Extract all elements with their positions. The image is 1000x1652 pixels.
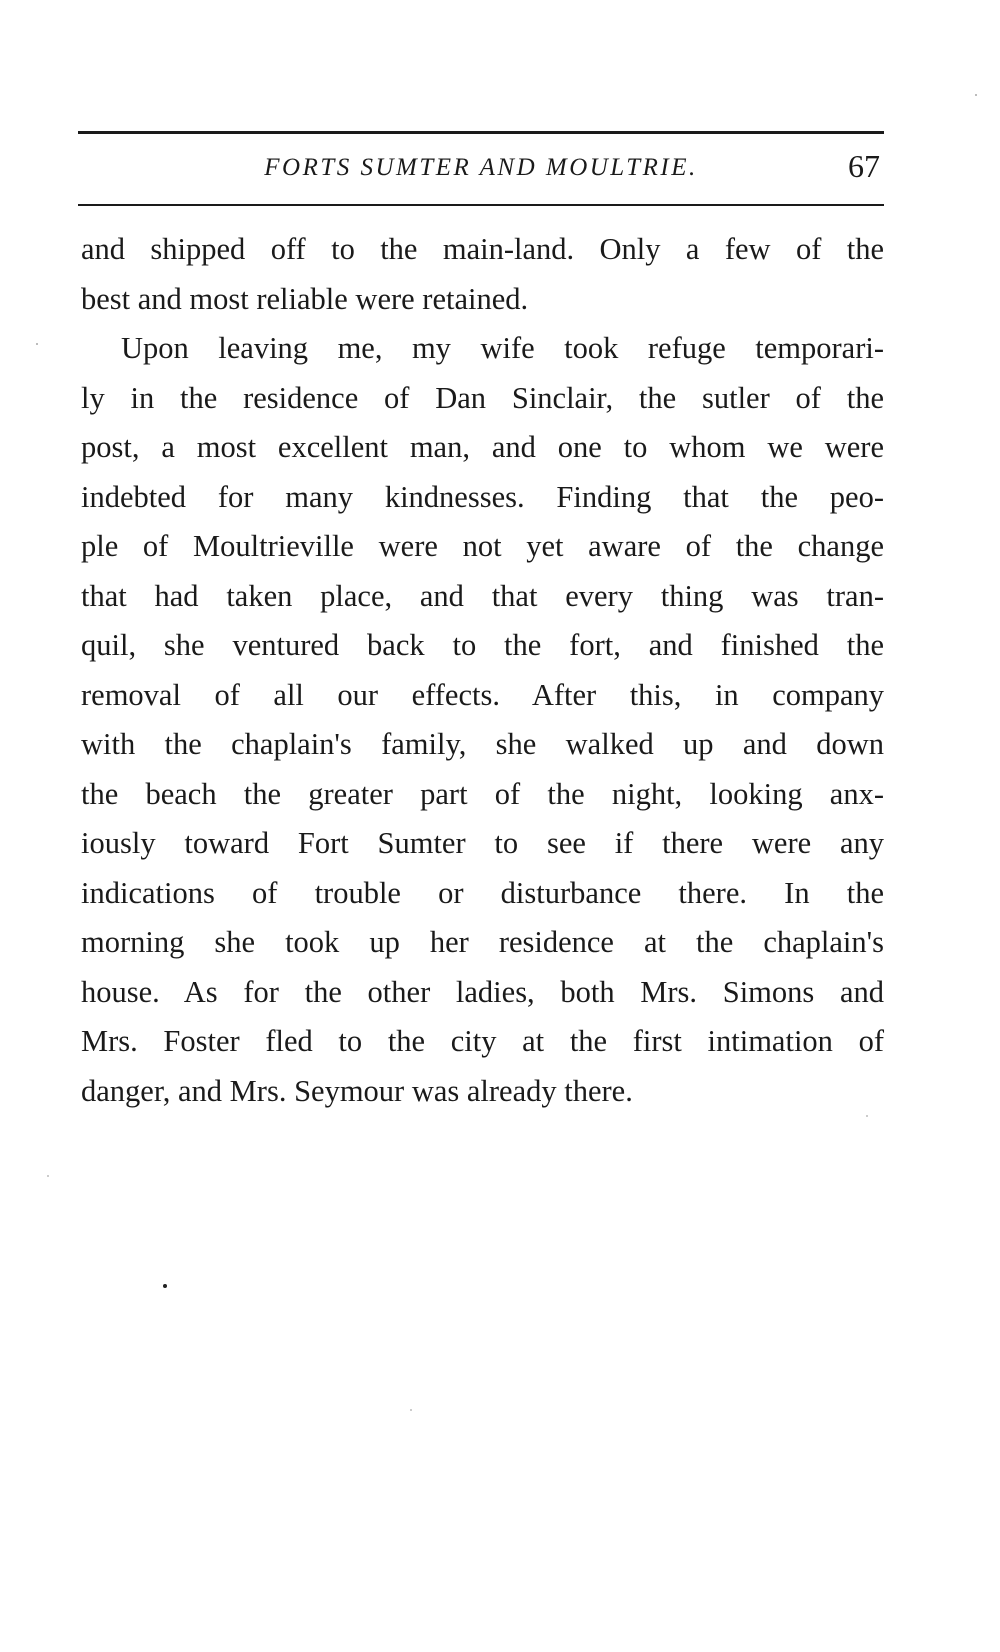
text-line: the beach the greater part of the night, looking anx- xyxy=(81,776,884,811)
paper-speck xyxy=(866,1115,868,1117)
text-line: best and most reliable were retained. xyxy=(81,281,529,316)
text-line: danger, and Mrs. Seymour was already there. xyxy=(81,1073,633,1108)
paper-speck xyxy=(36,343,38,345)
paper-speck xyxy=(47,1175,49,1177)
running-head xyxy=(78,148,884,192)
text-line: indications of trouble or disturbance there. In the xyxy=(81,875,884,910)
text-line: Upon leaving me, my wife took refuge temporari- xyxy=(121,331,884,365)
paragraph xyxy=(81,324,884,1116)
text-line: removal of all our effects. After this, in company xyxy=(81,677,884,712)
page-number: 67 xyxy=(848,148,880,184)
running-title: FORTS SUMTER AND MOULTRIE. xyxy=(264,154,698,181)
header-top-rule xyxy=(78,131,884,134)
header-bottom-rule xyxy=(78,204,884,206)
text-line: morning she took up her residence at the chaplain's xyxy=(81,925,884,959)
text-line: ple of Moultrieville were not yet aware of the change xyxy=(81,529,884,563)
text-line: quil, she ventured back to the fort, and finished the xyxy=(81,628,884,662)
text-line: ly in the residence of Dan Sinclair, the sutler of the xyxy=(81,380,884,415)
paragraph xyxy=(81,225,884,324)
text-line: with the chaplain's family, she walked up and down xyxy=(81,727,884,761)
text-line: Mrs. Foster fled to the city at the first intimation of xyxy=(81,1024,884,1058)
paper-speck xyxy=(975,94,977,96)
paper-speck xyxy=(410,1409,412,1411)
text-line: post, a most excellent man, and one to whom we were xyxy=(81,430,884,464)
text-line: indebted for many kindnesses. Finding that the peo- xyxy=(81,479,884,514)
text-line: that had taken place, and that every thing was tran- xyxy=(81,578,884,613)
text-line: iously toward Fort Sumter to see if there were any xyxy=(81,826,884,860)
text-line: house. As for the other ladies, both Mrs. Simons and xyxy=(81,974,884,1009)
paper-speck xyxy=(163,1284,167,1288)
text-line: and shipped off to the main-land. Only a few of the xyxy=(81,232,884,266)
body-text xyxy=(81,225,884,1116)
